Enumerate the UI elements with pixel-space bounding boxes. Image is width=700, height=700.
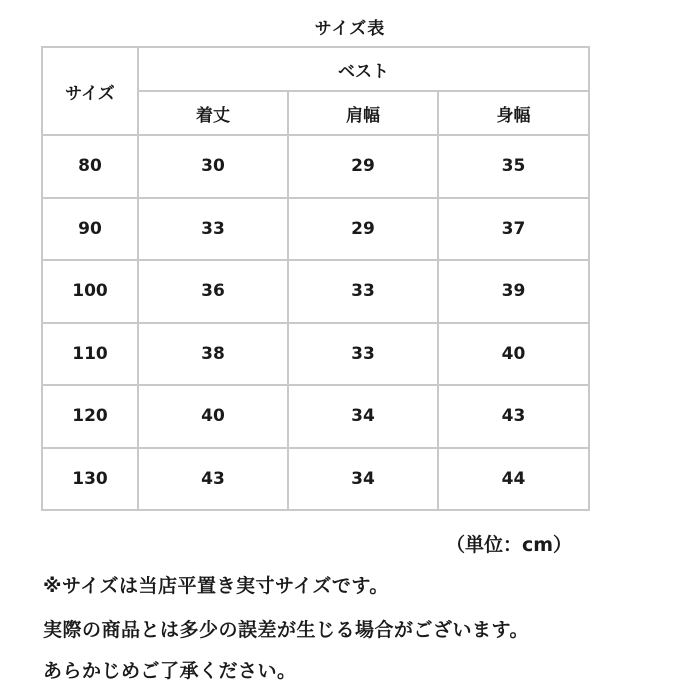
size-cell: 110 <box>42 323 138 386</box>
value-cell: 44 <box>438 448 589 511</box>
value-cell: 34 <box>288 448 438 511</box>
vest-group-header: ベスト <box>138 47 589 91</box>
size-cell: 90 <box>42 198 138 261</box>
table-row <box>42 448 589 511</box>
value-cell: 40 <box>138 385 288 448</box>
size-table <box>41 46 590 511</box>
size-cell: 130 <box>42 448 138 511</box>
value-cell: 34 <box>288 385 438 448</box>
table-row <box>42 385 589 448</box>
value-cell: 37 <box>438 198 589 261</box>
column-header-length: 着丈 <box>138 91 288 135</box>
table-row <box>42 135 589 198</box>
value-cell: 43 <box>438 385 589 448</box>
value-cell: 39 <box>438 260 589 323</box>
table-row <box>42 323 589 386</box>
value-cell: 29 <box>288 135 438 198</box>
value-cell: 38 <box>138 323 288 386</box>
value-cell: 33 <box>288 260 438 323</box>
size-cell: 120 <box>42 385 138 448</box>
value-cell: 40 <box>438 323 589 386</box>
value-cell: 30 <box>138 135 288 198</box>
value-cell: 35 <box>438 135 589 198</box>
unit-label: （単位：cm） <box>445 534 572 556</box>
page-title: サイズ表 <box>314 19 386 39</box>
column-header-shoulder: 肩幅 <box>288 91 438 135</box>
size-header-cell: サイズ <box>42 47 138 135</box>
value-cell: 43 <box>138 448 288 511</box>
table-row <box>42 198 589 261</box>
size-cell: 80 <box>42 135 138 198</box>
value-cell: 33 <box>288 323 438 386</box>
table-row <box>42 260 589 323</box>
note-line-1: ※サイズは当店平置き実寸サイズです。 <box>43 575 389 597</box>
note-line-3: あらかじめご了承ください。 <box>43 660 297 682</box>
value-cell: 33 <box>138 198 288 261</box>
header-row-group <box>42 47 589 91</box>
note-line-2: 実際の商品とは多少の誤差が生じる場合がございます。 <box>43 619 529 641</box>
value-cell: 36 <box>138 260 288 323</box>
size-cell: 100 <box>42 260 138 323</box>
value-cell: 29 <box>288 198 438 261</box>
column-header-width: 身幅 <box>438 91 589 135</box>
